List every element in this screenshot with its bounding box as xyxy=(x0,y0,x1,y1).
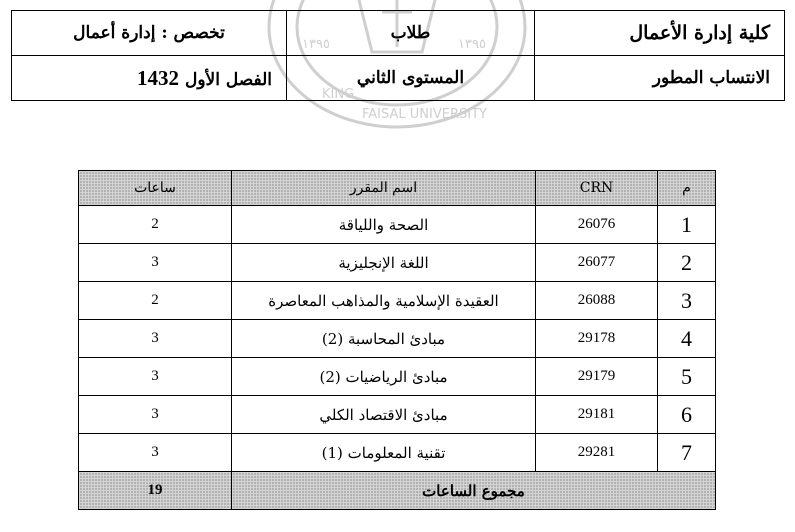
courses-table xyxy=(78,170,716,510)
table-row xyxy=(79,244,716,282)
college-name: كلية إدارة الأعمال xyxy=(535,11,785,56)
row-crn: 26076 xyxy=(536,206,658,244)
row-index: 7 xyxy=(658,434,716,472)
study-level: المستوى الثاني xyxy=(287,56,535,101)
row-course-name: العقيدة الإسلامية والمذاهب المعاصرة xyxy=(232,282,536,320)
row-index: 1 xyxy=(658,206,716,244)
total-row xyxy=(79,472,716,510)
col-header-crn: CRN xyxy=(536,171,658,206)
row-hours: 2 xyxy=(79,282,232,320)
row-crn: 26077 xyxy=(536,244,658,282)
row-course-name: تقنية المعلومات (1) xyxy=(232,434,536,472)
col-header-index: م xyxy=(658,171,716,206)
row-course-name: الصحة واللياقة xyxy=(232,206,536,244)
table-row xyxy=(79,434,716,472)
row-course-name: مبادئ المحاسبة (2) xyxy=(232,320,536,358)
row-index: 5 xyxy=(658,358,716,396)
row-course-name: مبادئ الرياضيات (2) xyxy=(232,358,536,396)
row-hours: 3 xyxy=(79,396,232,434)
row-hours: 2 xyxy=(79,206,232,244)
row-crn: 29178 xyxy=(536,320,658,358)
seal-year-left: ١٣٩٥ xyxy=(302,37,330,52)
total-hours-value: 19 xyxy=(79,472,232,510)
seal-text-king: KING xyxy=(322,87,355,102)
header-row-1 xyxy=(12,11,785,56)
total-hours-label: مجموع الساعات xyxy=(232,472,716,510)
header-row-2 xyxy=(12,56,785,101)
student-category: طلاب xyxy=(287,11,535,56)
table-row xyxy=(79,358,716,396)
row-hours: 3 xyxy=(79,434,232,472)
col-header-hours: ساعات xyxy=(79,171,232,206)
seal-year-right: ١٣٩٥ xyxy=(458,37,486,52)
table-row xyxy=(79,206,716,244)
table-row xyxy=(79,396,716,434)
col-header-name: اسم المقرر xyxy=(232,171,536,206)
row-crn: 29181 xyxy=(536,396,658,434)
row-course-name: اللغة الإنجليزية xyxy=(232,244,536,282)
row-index: 2 xyxy=(658,244,716,282)
row-hours: 3 xyxy=(79,358,232,396)
row-course-name: مبادئ الاقتصاد الكلي xyxy=(232,396,536,434)
row-index: 4 xyxy=(658,320,716,358)
term-cell xyxy=(12,56,287,101)
seal-text-university: FAISAL UNIVERSITY xyxy=(362,107,487,122)
term-year: 1432 xyxy=(137,65,180,90)
term-text: الفصل الأول xyxy=(184,69,272,90)
table-row xyxy=(79,282,716,320)
row-hours: 3 xyxy=(79,320,232,358)
courses-header-row xyxy=(79,171,716,206)
header-info-table xyxy=(11,10,785,101)
major-specialization: تخصص : إدارة أعمال xyxy=(12,11,287,56)
row-hours: 3 xyxy=(79,244,232,282)
row-index: 3 xyxy=(658,282,716,320)
table-row xyxy=(79,320,716,358)
row-crn: 29179 xyxy=(536,358,658,396)
row-index: 6 xyxy=(658,396,716,434)
program-type: الانتساب المطور xyxy=(535,56,785,101)
row-crn: 29281 xyxy=(536,434,658,472)
row-crn: 26088 xyxy=(536,282,658,320)
